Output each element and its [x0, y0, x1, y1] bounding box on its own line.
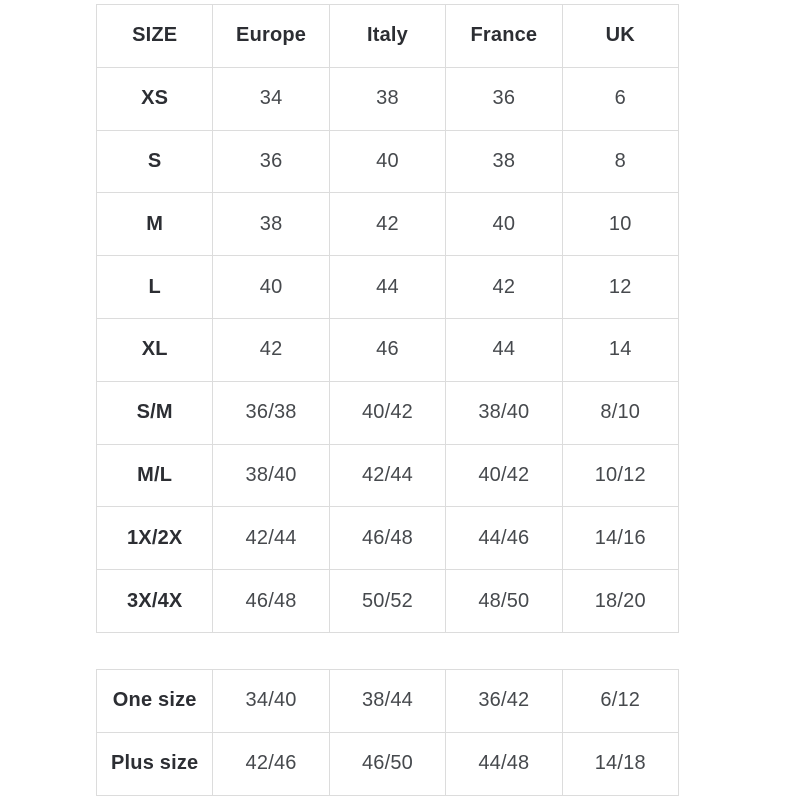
size-value-cell: 6/12 — [562, 669, 678, 732]
row-label: 1X/2X — [97, 507, 213, 570]
size-value-cell: 40 — [329, 130, 445, 193]
size-value-cell: 36/42 — [446, 669, 562, 732]
size-value-cell: 44 — [446, 318, 562, 381]
column-header-size: SIZE — [97, 5, 213, 68]
size-value-cell: 46/48 — [329, 507, 445, 570]
size-value-cell: 44/48 — [446, 732, 562, 795]
size-value-cell: 50/52 — [329, 570, 445, 633]
row-label: S — [97, 130, 213, 193]
size-value-cell: 18/20 — [562, 570, 678, 633]
table-row — [97, 669, 679, 732]
table-row — [97, 507, 679, 570]
size-value-cell: 40 — [213, 256, 329, 319]
size-value-cell: 46/50 — [329, 732, 445, 795]
table-row — [97, 318, 679, 381]
column-header-europe: Europe — [213, 5, 329, 68]
size-value-cell: 42/44 — [329, 444, 445, 507]
size-value-cell: 10/12 — [562, 444, 678, 507]
size-value-cell: 42/46 — [213, 732, 329, 795]
row-label: One size — [97, 669, 213, 732]
size-value-cell: 36/38 — [213, 381, 329, 444]
size-value-cell: 42 — [329, 193, 445, 256]
size-value-cell: 44/46 — [446, 507, 562, 570]
row-label: M/L — [97, 444, 213, 507]
row-label: L — [97, 256, 213, 319]
size-conversion-table — [96, 4, 679, 633]
size-value-cell: 38 — [329, 67, 445, 130]
size-value-cell: 42 — [213, 318, 329, 381]
size-value-cell: 38/40 — [213, 444, 329, 507]
table-gap — [96, 633, 800, 669]
size-value-cell: 42 — [446, 256, 562, 319]
size-value-cell: 36 — [213, 130, 329, 193]
row-label: 3X/4X — [97, 570, 213, 633]
size-value-cell: 34/40 — [213, 669, 329, 732]
column-header-italy: Italy — [329, 5, 445, 68]
table-row — [97, 444, 679, 507]
size-value-cell: 38 — [446, 130, 562, 193]
size-value-cell: 36 — [446, 67, 562, 130]
row-label: M — [97, 193, 213, 256]
size-value-cell: 38/44 — [329, 669, 445, 732]
size-value-cell: 38 — [213, 193, 329, 256]
size-value-cell: 8/10 — [562, 381, 678, 444]
row-label: S/M — [97, 381, 213, 444]
special-sizes-table — [96, 669, 679, 796]
size-value-cell: 46/48 — [213, 570, 329, 633]
table-row — [97, 67, 679, 130]
size-value-cell: 10 — [562, 193, 678, 256]
size-value-cell: 40 — [446, 193, 562, 256]
table-row — [97, 570, 679, 633]
size-value-cell: 34 — [213, 67, 329, 130]
size-value-cell: 12 — [562, 256, 678, 319]
size-value-cell: 40/42 — [446, 444, 562, 507]
size-value-cell: 14 — [562, 318, 678, 381]
row-label: Plus size — [97, 732, 213, 795]
size-value-cell: 46 — [329, 318, 445, 381]
row-label: XL — [97, 318, 213, 381]
size-value-cell: 6 — [562, 67, 678, 130]
size-value-cell: 40/42 — [329, 381, 445, 444]
size-value-cell: 8 — [562, 130, 678, 193]
size-value-cell: 14/16 — [562, 507, 678, 570]
table-row — [97, 381, 679, 444]
table-row — [97, 130, 679, 193]
size-value-cell: 38/40 — [446, 381, 562, 444]
header-row — [97, 5, 679, 68]
column-header-france: France — [446, 5, 562, 68]
size-value-cell: 14/18 — [562, 732, 678, 795]
size-value-cell: 48/50 — [446, 570, 562, 633]
column-header-uk: UK — [562, 5, 678, 68]
size-value-cell: 44 — [329, 256, 445, 319]
table-row — [97, 732, 679, 795]
table-row — [97, 256, 679, 319]
table-row — [97, 193, 679, 256]
row-label: XS — [97, 67, 213, 130]
size-value-cell: 42/44 — [213, 507, 329, 570]
